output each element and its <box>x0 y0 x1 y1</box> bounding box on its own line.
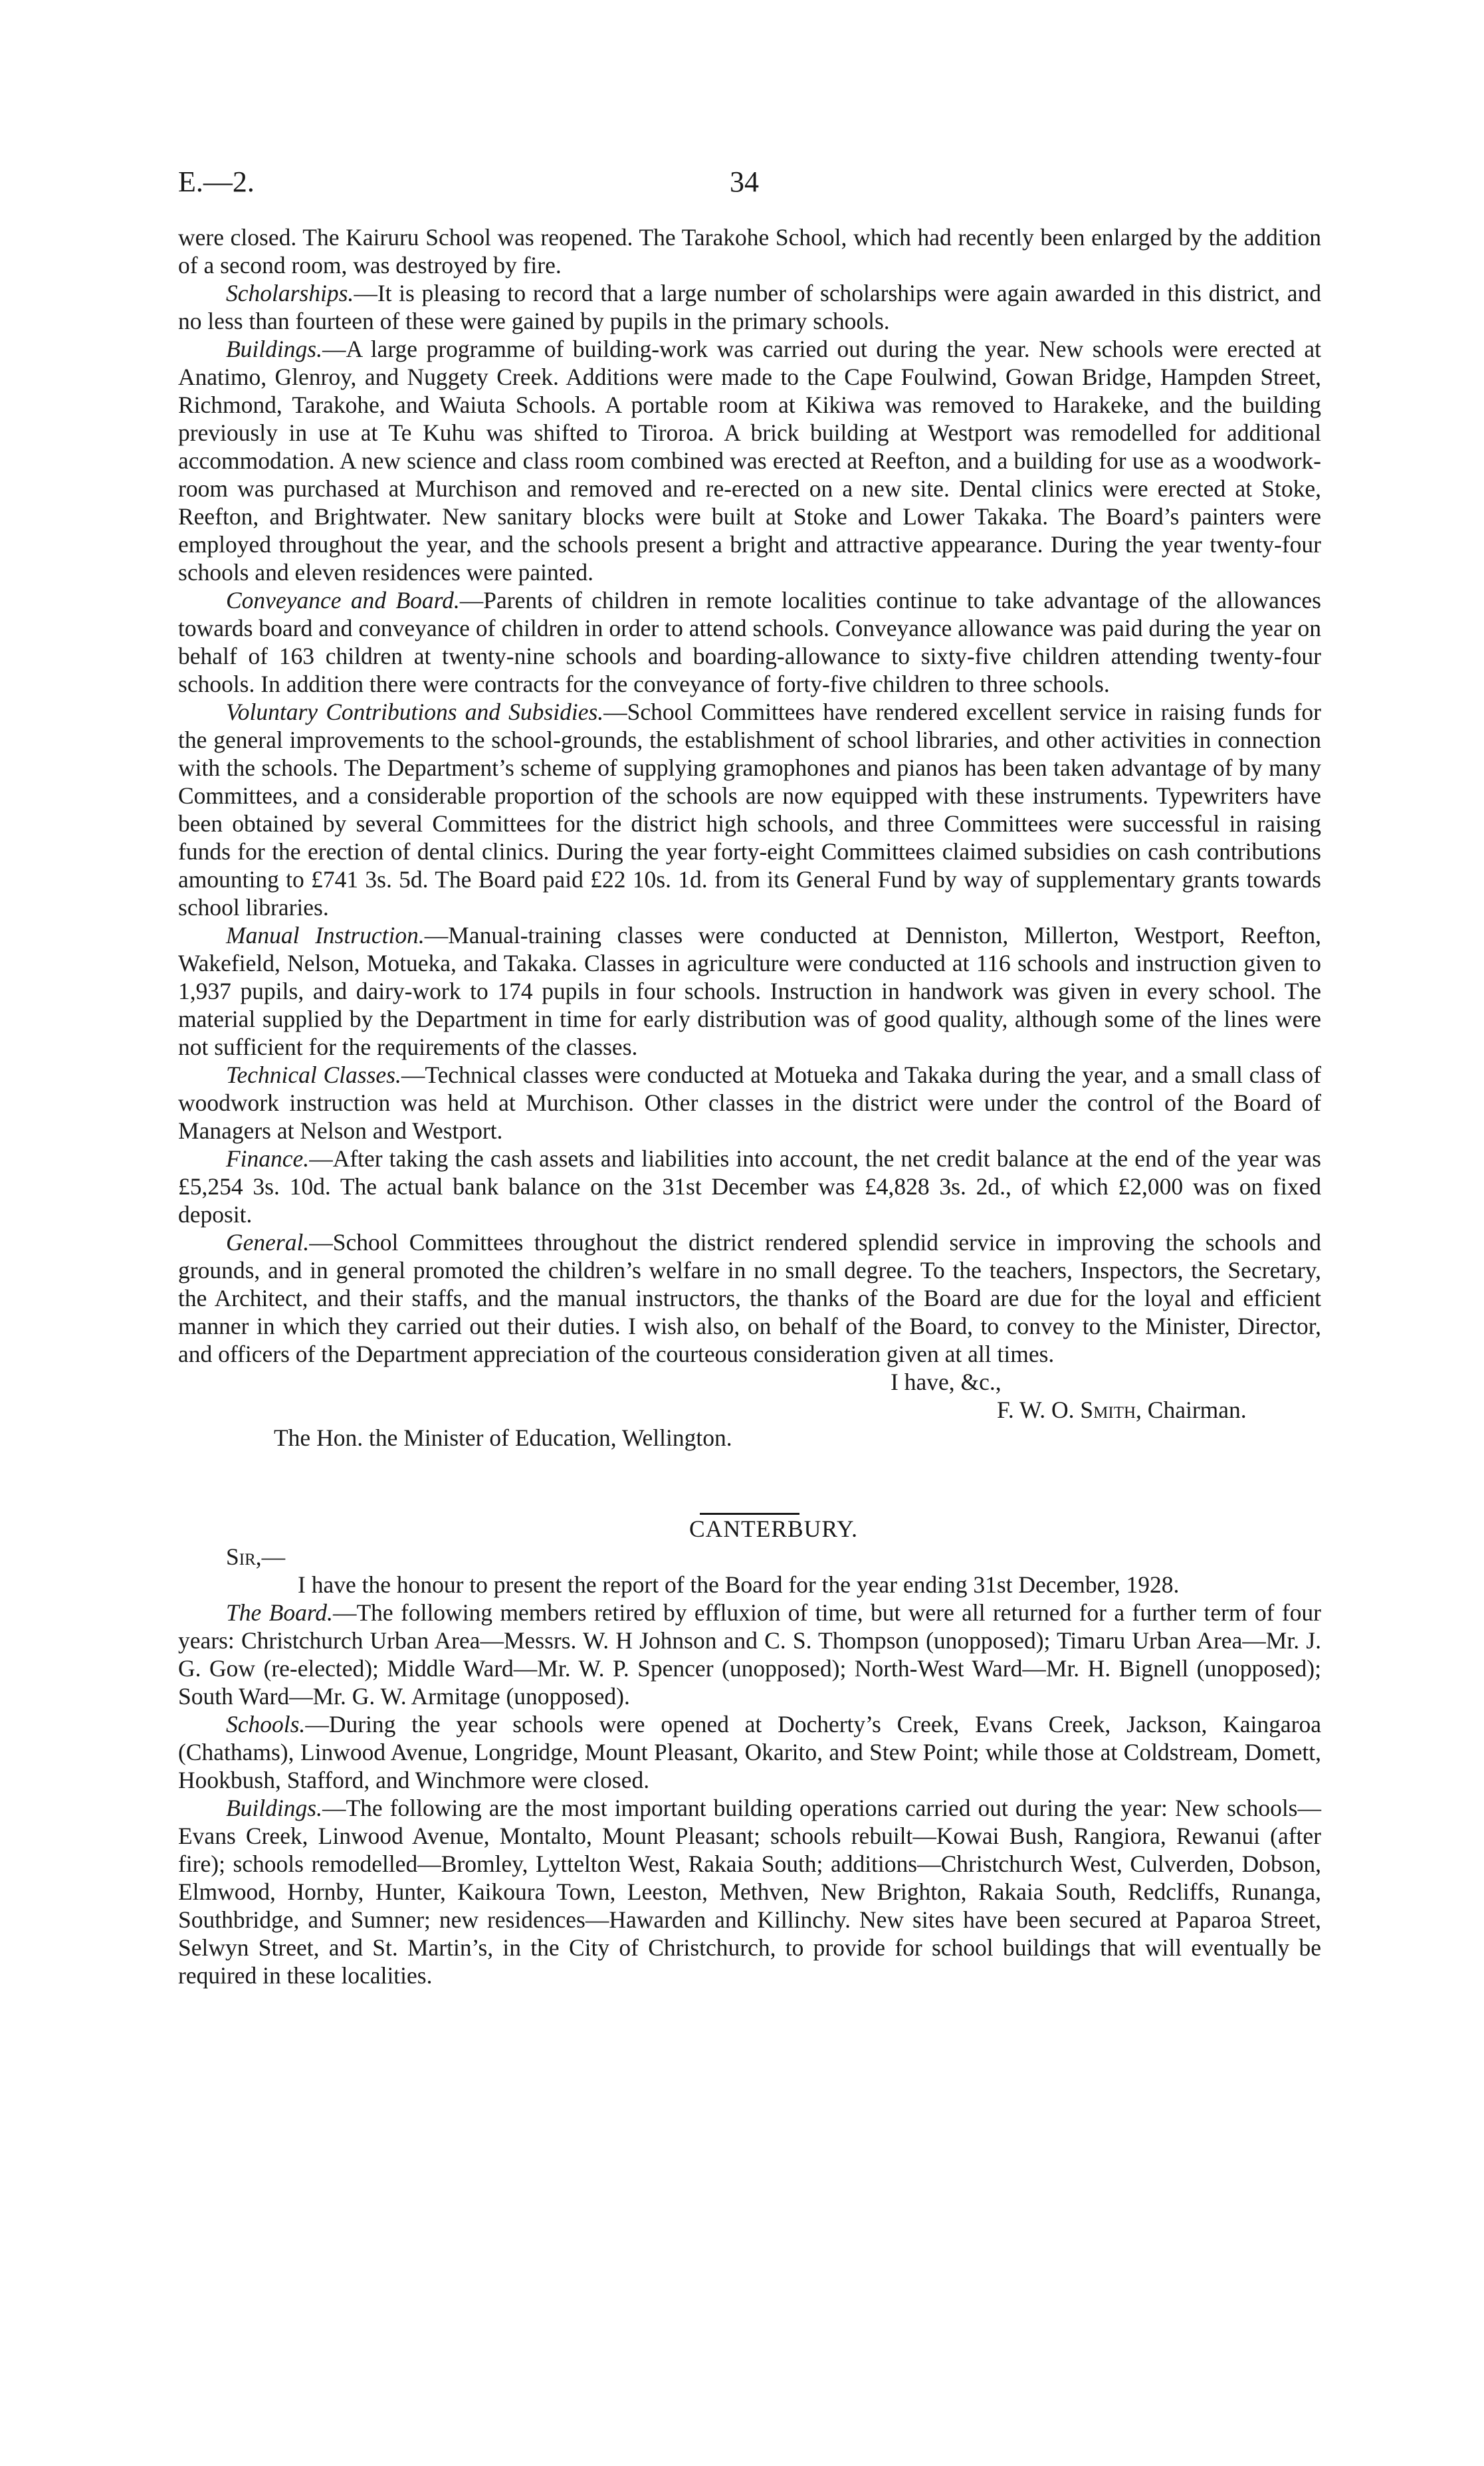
schools-paragraph <box>178 1710 1321 1794</box>
page-number: 34 <box>730 166 759 198</box>
finance-paragraph <box>178 1145 1321 1228</box>
general-heading: General. <box>226 1229 310 1256</box>
voluntary-contributions-heading: Voluntary Contributions and Subsidies. <box>226 699 604 725</box>
canterbury-buildings-text: —The following are the most important building operations carried out during the year: New schools—Evans Creek, Linwood Avenue, Montalto, Mount Pleasant; schools rebuilt—Kowai Bush, Rangiora, Rewanui (after fire); schools remodelled—Bromley, Lyttelton West, Rakaia South; additions—Christchurch West, Culverden, Dobson, Elmwood, Hornby, Hunter, Kaikoura Town, Leeston, Methven, New Brighton, Rakaia South, Redcliffs, Runanga, Southbridge, and Sumner; new residences—Hawarden and Killinchy. New sites have been secured at Paparoa Street, Selwyn Street, and St. Martin’s, in the City of Christchurch, to provide for school buildings that will eventually be required in these localities. <box>178 1795 1321 1989</box>
salutation: Sir,— <box>226 1543 286 1570</box>
signoff: I have, &c., <box>891 1369 1002 1395</box>
finance-heading: Finance. <box>226 1145 310 1172</box>
continued-paragraph: were closed. The Kairuru School was reopened. The Tarakohe School, which had recently been enlarged by the addition of a second room, was destroyed by fire. <box>178 224 1321 279</box>
page-header <box>178 165 1321 205</box>
buildings-paragraph <box>178 335 1321 586</box>
manual-instruction-text: —Manual-training classes were conducted at Denniston, Millerton, Westport, Reefton, Wakefield, Nelson, Motueka, and Takaka. Classes in agriculture were conducted at 116 schools and instruction given to 1,937 pupils, and dairy-work to 174 pupils in four schools. Instruction in handwork was given in every school. The material supplied by the Department in time for early distribution was of good quality, although some of the lines were not sufficient for the requirements of the classes. <box>178 922 1321 1060</box>
conveyance-heading: Conveyance and Board. <box>226 587 460 614</box>
technical-classes-heading: Technical Classes. <box>226 1062 401 1088</box>
finance-text: —After taking the cash assets and liabilities into account, the net credit balance at the end of the year was £5,254 3s. 10d. The actual bank balance on the 31st December was £4,828 3s. 2d., of which £2,000 was on fixed deposit. <box>178 1145 1321 1228</box>
scholarships-text: —It is pleasing to record that a large number of scholarships were again awarded in this district, and no less than fourteen of these were gained by pupils in the primary schools. <box>178 280 1321 334</box>
addressee: The Hon. the Minister of Education, Wellington. <box>274 1424 732 1451</box>
signatory-surname: Smith <box>1080 1397 1136 1423</box>
manual-instruction-heading: Manual Instruction. <box>226 922 425 949</box>
technical-classes-text: —Technical classes were conducted at Motueka and Takaka during the year, and a small class of woodwork instruction was held at Murchison. Other classes in the district were under the control of the Board of Managers at Nelson and Westport. <box>178 1062 1321 1144</box>
schools-heading: Schools. <box>226 1711 306 1737</box>
scholarships-paragraph <box>178 279 1321 335</box>
manual-instruction-paragraph <box>178 921 1321 1061</box>
buildings-heading: Buildings. <box>226 336 322 362</box>
buildings-text: —A large programme of building-work was carried out during the year. New schools were erected at Anatimo, Glenroy, and Nuggety Creek. Additions were made to the Cape Foulwind, Gowan Bridge, Hampden Street, Richmond, Tarakohe, and Waiuta Schools. A portable room at Kikiwa was removed to Harakeke, and the building previously in use at Te Kuhu was shifted to Tiroroa. A brick building at Westport was remodelled for additional accommodation. A new science and class room combined was erected at Reefton, and a building for use as a woodwork-room was purchased at Murchison and removed and re-erected on a new site. Dental clinics were erected at Stoke, Reefton, and Brightwater. New sanitary blocks were built at Stoke and Lower Takaka. The Board’s painters were employed throughout the year, and the schools present a bright and attractive appearance. During the year twenty-four schools and eleven residences were painted. <box>178 336 1321 586</box>
technical-classes-paragraph <box>178 1061 1321 1145</box>
canterbury-buildings-paragraph <box>178 1794 1321 1989</box>
conveyance-paragraph <box>178 586 1321 698</box>
signature-line <box>178 1396 1321 1424</box>
voluntary-contributions-text: —School Committees have rendered excellent service in raising funds for the general improvements to the school-grounds, the establishment of school libraries, and other activities in connection with the schools. The Department’s scheme of supplying gramophones and pianos has been taken advantage of by many Committees, and a considerable proportion of the schools are now equipped with these instruments. Typewriters have been obtained by several Committees for the district high schools, and three Committees were successful in raising funds for the erection of dental clinics. During the year forty-eight Committees claimed subsidies on cash contributions amounting to £741 3s. 5d. The Board paid £22 10s. 1d. from its General Fund by way of supplementary grants towards school libraries. <box>178 699 1321 921</box>
voluntary-contributions-paragraph <box>178 698 1321 921</box>
signatory-initials: F. W. O. <box>997 1397 1075 1423</box>
schools-text: —During the year schools were opened at Docherty’s Creek, Evans Creek, Jackson, Kaingaroa (Chathams), Linwood Avenue, Longridge, Mount Pleasant, Okarito, and Stew Point; while those at Coldstream, Domett, Hookbush, Stafford, and Winchmore were closed. <box>178 1711 1321 1793</box>
page-body <box>178 223 1321 1989</box>
signatory-title: , Chairman. <box>1136 1397 1247 1423</box>
board-paragraph <box>178 1599 1321 1710</box>
section-title-canterbury: CANTERBURY. <box>689 1515 858 1542</box>
canterbury-buildings-heading: Buildings. <box>226 1795 322 1821</box>
general-text: —School Committees throughout the district rendered splendid service in improving the schools and grounds, and in general promoted the children’s welfare in no small degree. To the teachers, Inspectors, the Secretary, the Architect, and their staffs, and the manual instructors, the thanks of the Board are due for the loyal and efficient manner in which they carried out their duties. I wish also, on behalf of the Board, to convey to the Minister, Director, and officers of the Department appreciation of the courteous consideration given at all times. <box>178 1229 1321 1367</box>
board-text: —The following members retired by effluxion of time, but were all returned for a further term of four years: Christchurch Urban Area—Messrs. W. H Johnson and C. S. Thompson (unopposed); Timaru Urban Area—Mr. J. G. Gow (re-elected); Middle Ward—Mr. W. P. Spencer (unopposed); North-West Ward—Mr. H. Bignell (unopposed); South Ward—Mr. G. W. Armitage (unopposed). <box>178 1599 1321 1710</box>
intro-paragraph: I have the honour to present the report of the Board for the year ending 31st December, 1928. <box>298 1571 1180 1598</box>
conveyance-text: —Parents of children in remote localities continue to take advantage of the allowances towards board and conveyance of children in order to attend schools. Conveyance allowance was paid during the year on behalf of 163 children at twenty-nine schools and boarding-allowance to sixty-five children attending twenty-four schools. In addition there were contracts for the conveyance of forty-five children to three schools. <box>178 587 1321 697</box>
board-heading: The Board. <box>226 1599 333 1626</box>
general-paragraph <box>178 1228 1321 1368</box>
scholarships-heading: Scholarships. <box>226 280 354 306</box>
document-reference: E.—2. <box>178 166 255 198</box>
